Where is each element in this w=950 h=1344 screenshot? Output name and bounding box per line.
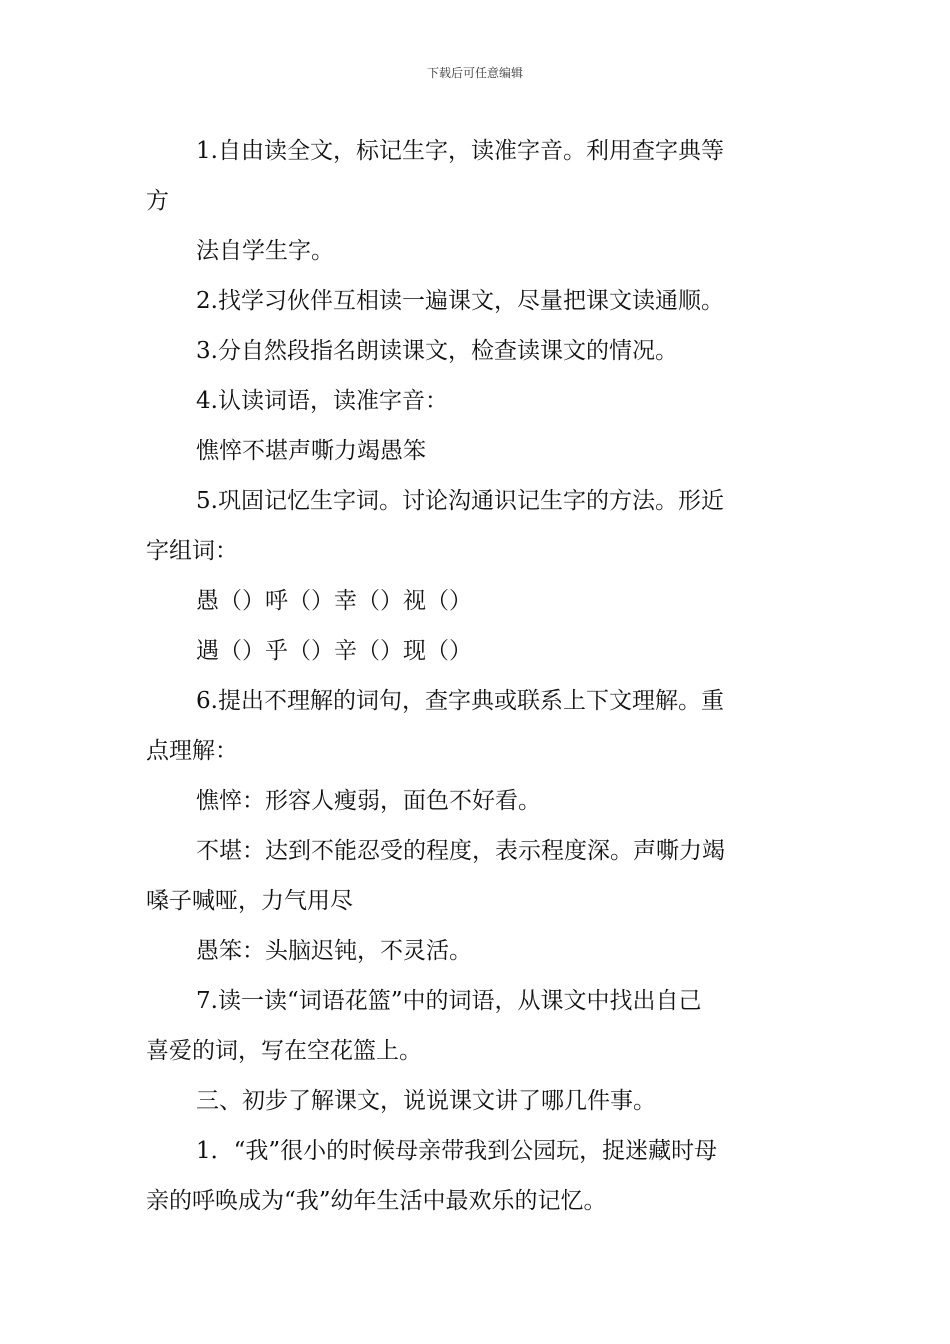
text-line: 3.分自然段指名朗读课文，检查读课文的情况。 <box>196 338 678 364</box>
text-line: 7.读一读“词语花篮”中的词语，从课文中找出自己 <box>196 988 702 1014</box>
page-header: 下载后可任意编辑 <box>426 66 523 80</box>
text-line: 亲的呼唤成为“我”幼年生活中最欢乐的记忆。 <box>146 1188 607 1214</box>
text-line: 5.巩固记忆生字词。讨论沟通识记生字的方法。形近 <box>196 488 724 514</box>
text-line: 憔悴：形容人瘦弱，面色不好看。 <box>196 788 541 814</box>
text-line: 点理解： <box>146 738 238 764</box>
text-line: 遇（）乎（）辛（）现（） <box>196 638 472 664</box>
text-line: 愚笨：头脑迟钝，不灵活。 <box>196 938 472 964</box>
text-line: 4.认读词语，读准字音： <box>196 388 448 414</box>
text-line: 法自学生字。 <box>196 238 334 264</box>
text-line: 愚（）呼（）幸（）视（） <box>196 588 472 614</box>
text-line: 方 <box>146 188 169 214</box>
text-line: 字组词： <box>146 538 238 564</box>
text-line: 6.提出不理解的词句，查字典或联系上下文理解。重 <box>196 688 724 714</box>
text-line: 喜爱的词，写在空花篮上。 <box>146 1038 422 1064</box>
text-line: 1.自由读全文，标记生字，读准字音。利用查字典等 <box>196 138 724 164</box>
document-body <box>146 126 810 1226</box>
text-line: 三、初步了解课文，说说课文讲了哪几件事。 <box>196 1088 656 1114</box>
text-line: 嗓子喊哑，力气用尽 <box>146 888 353 914</box>
text-line: 不堪：达到不能忍受的程度，表示程度深。声嘶力竭 <box>196 838 725 864</box>
text-line: 2.找学习伙伴互相读一遍课文，尽量把课文读通顺。 <box>196 288 724 314</box>
text-line: 1．“我”很小的时候母亲带我到公园玩，捉迷藏时母 <box>196 1138 718 1164</box>
text-line: 憔悴不堪声嘶力竭愚笨 <box>196 438 426 464</box>
